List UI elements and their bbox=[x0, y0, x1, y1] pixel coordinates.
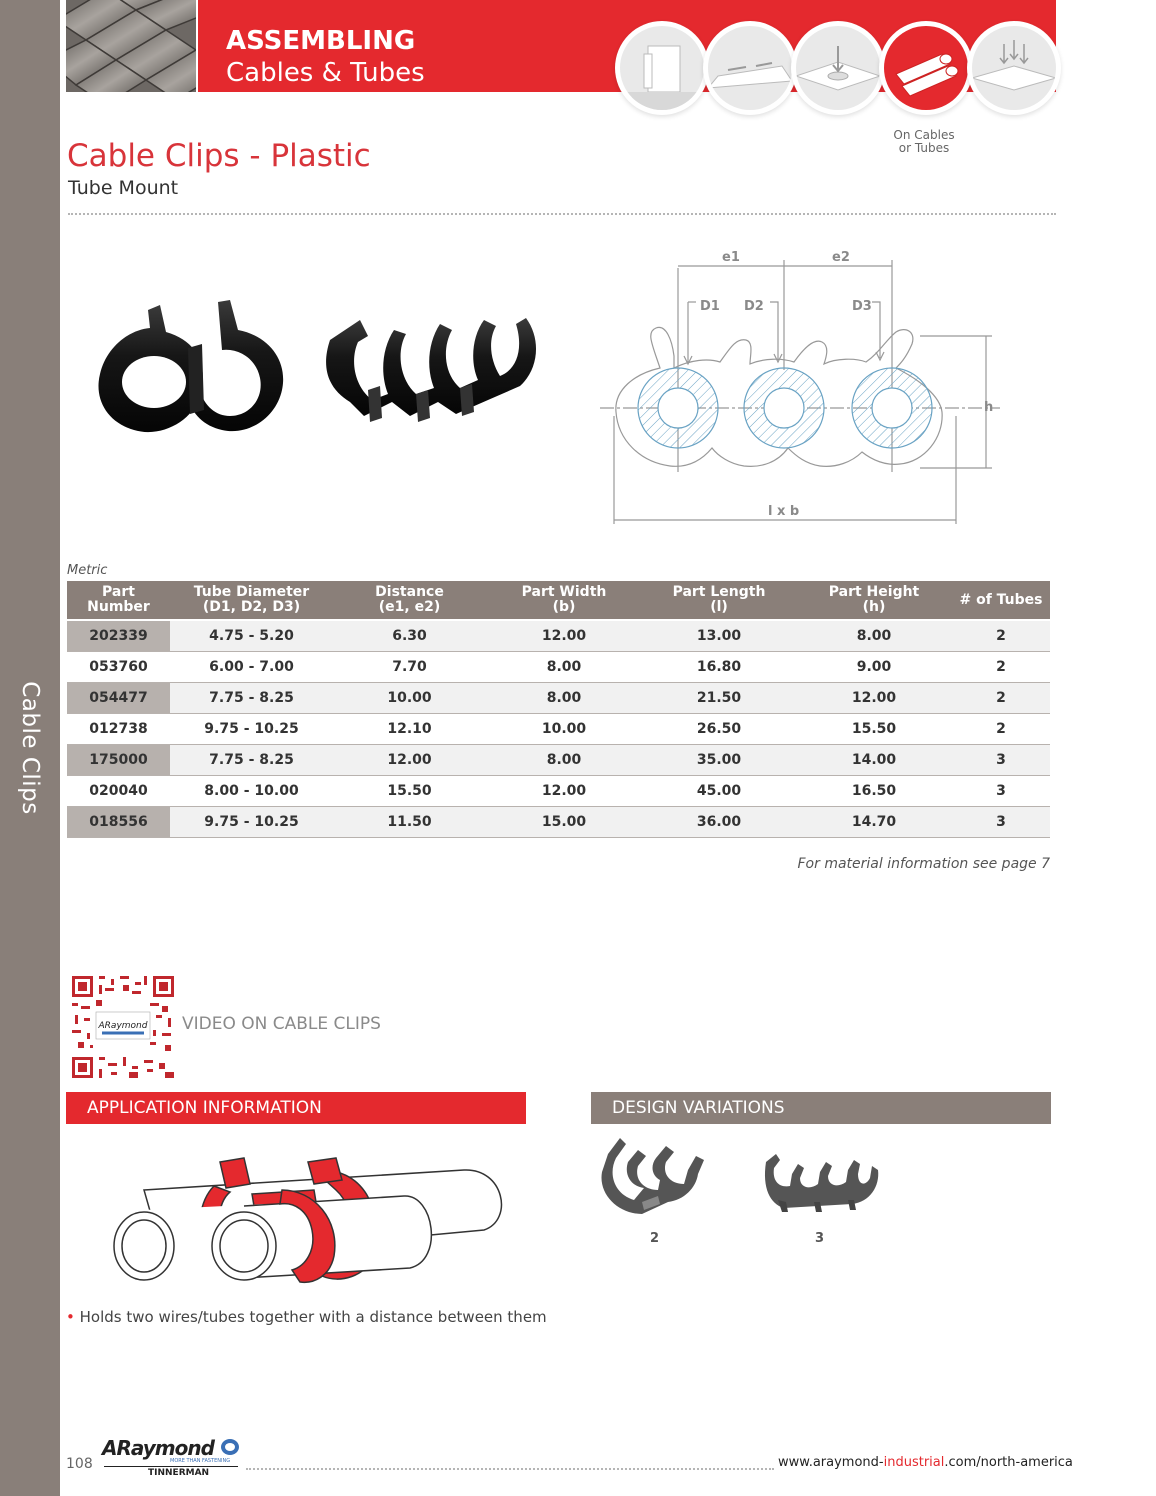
bullet-dot: • bbox=[66, 1308, 75, 1326]
table-row bbox=[67, 745, 1050, 776]
cell-part-number: 054477 bbox=[67, 683, 170, 714]
variant-3-label: 3 bbox=[815, 1231, 825, 1246]
header-tube-diameter: Tube Diameter (D1, D2, D3) bbox=[170, 581, 333, 620]
header-title: ASSEMBLING bbox=[226, 26, 416, 56]
label-e1: e1 bbox=[722, 250, 740, 265]
cell: 26.50 bbox=[642, 714, 796, 745]
application-info-heading: APPLICATION INFORMATION bbox=[66, 1092, 526, 1124]
url-suffix: .com/north-america bbox=[944, 1455, 1073, 1470]
table-row bbox=[67, 683, 1050, 714]
logo-tagline: MORE THAN FASTENING bbox=[170, 1458, 231, 1464]
cell: 14.00 bbox=[796, 745, 952, 776]
cell: 7.75 - 8.25 bbox=[170, 745, 333, 776]
application-bullet bbox=[66, 1308, 547, 1326]
label-d2: D2 bbox=[744, 299, 764, 314]
press-icon bbox=[972, 26, 1056, 110]
cell: 21.50 bbox=[642, 683, 796, 714]
cell: 3 bbox=[952, 745, 1050, 776]
cell: 14.70 bbox=[796, 807, 952, 838]
two-tube-clip-photo bbox=[98, 300, 283, 432]
page-title: Cable Clips - Plastic bbox=[67, 138, 371, 174]
surface-icon bbox=[708, 26, 792, 110]
cell: 36.00 bbox=[642, 807, 796, 838]
qr-logo-text: ARaymond bbox=[98, 1020, 148, 1031]
label-d1: D1 bbox=[700, 299, 720, 314]
logo-rule bbox=[104, 1466, 238, 1467]
url-prefix: www.araymond- bbox=[778, 1455, 884, 1470]
sub-brand: TINNERMAN bbox=[148, 1468, 210, 1478]
cell: 12.10 bbox=[333, 714, 486, 745]
cell: 12.00 bbox=[796, 683, 952, 714]
table-header-row bbox=[67, 581, 1050, 620]
cell: 3 bbox=[952, 776, 1050, 807]
bullet-text: Holds two wires/tubes together with a distance between them bbox=[79, 1308, 547, 1326]
technical-drawing bbox=[600, 240, 1010, 530]
cables-tubes-icon bbox=[884, 26, 968, 110]
three-tube-clip-photo bbox=[326, 318, 536, 422]
cell: 2 bbox=[952, 683, 1050, 714]
table-row bbox=[67, 714, 1050, 745]
header-subtitle: Cables & Tubes bbox=[226, 58, 425, 88]
cell: 7.70 bbox=[333, 652, 486, 683]
cell: 11.50 bbox=[333, 807, 486, 838]
video-link[interactable]: VIDEO ON CABLE CLIPS bbox=[182, 1014, 381, 1034]
variant-2-label: 2 bbox=[650, 1231, 660, 1246]
hole-icon bbox=[796, 26, 880, 110]
table-row bbox=[67, 776, 1050, 807]
application-illustration bbox=[104, 1150, 514, 1290]
spec-table bbox=[67, 581, 1050, 838]
table-row bbox=[67, 652, 1050, 683]
cell: 15.50 bbox=[796, 714, 952, 745]
cell: 16.80 bbox=[642, 652, 796, 683]
unit-label: Metric bbox=[67, 563, 108, 578]
cell: 15.50 bbox=[333, 776, 486, 807]
label-e2: e2 bbox=[832, 250, 850, 265]
table-row bbox=[67, 620, 1050, 652]
cell: 12.00 bbox=[486, 776, 642, 807]
cell-part-number: 012738 bbox=[67, 714, 170, 745]
cell-part-number: 202339 bbox=[67, 620, 170, 652]
cell-part-number: 018556 bbox=[67, 807, 170, 838]
caption-line-1: On Cables bbox=[893, 128, 955, 142]
header-num-tubes: # of Tubes bbox=[952, 581, 1050, 620]
cell: 4.75 - 5.20 bbox=[170, 620, 333, 652]
url-highlight: industrial bbox=[883, 1455, 945, 1470]
footer-url[interactable] bbox=[778, 1455, 1073, 1470]
cell: 16.50 bbox=[796, 776, 952, 807]
material-note: For material information see page 7 bbox=[797, 856, 1050, 872]
cell: 12.00 bbox=[486, 620, 642, 652]
logo-badge-icon bbox=[220, 1438, 240, 1456]
variant-2-illustration bbox=[594, 1130, 724, 1220]
cell: 10.00 bbox=[486, 714, 642, 745]
cell: 12.00 bbox=[333, 745, 486, 776]
logo-text: ARaymond bbox=[102, 1436, 214, 1460]
cell: 6.00 - 7.00 bbox=[170, 652, 333, 683]
cell-part-number: 175000 bbox=[67, 745, 170, 776]
header-photo bbox=[66, 0, 196, 92]
page-number: 108 bbox=[66, 1456, 93, 1472]
cell: 8.00 bbox=[486, 652, 642, 683]
header-distance: Distance (e1, e2) bbox=[333, 581, 486, 620]
cell: 6.30 bbox=[333, 620, 486, 652]
cell: 7.75 - 8.25 bbox=[170, 683, 333, 714]
variant-3-illustration bbox=[762, 1146, 882, 1216]
cell: 35.00 bbox=[642, 745, 796, 776]
cell: 8.00 - 10.00 bbox=[170, 776, 333, 807]
cell-part-number: 020040 bbox=[67, 776, 170, 807]
cell: 2 bbox=[952, 652, 1050, 683]
cell: 9.75 - 10.25 bbox=[170, 714, 333, 745]
title-divider bbox=[68, 213, 1056, 215]
cell: 2 bbox=[952, 714, 1050, 745]
cell: 13.00 bbox=[642, 620, 796, 652]
label-lxb: l x b bbox=[768, 504, 800, 519]
cell: 15.00 bbox=[486, 807, 642, 838]
active-icon-caption bbox=[866, 129, 982, 155]
design-variations-heading: DESIGN VARIATIONS bbox=[591, 1092, 1051, 1124]
label-d3: D3 bbox=[852, 299, 872, 314]
header-part-number: Part Number bbox=[67, 581, 170, 620]
side-tab-label: Cable Clips bbox=[17, 681, 43, 815]
video-qr-code[interactable] bbox=[72, 976, 174, 1078]
table-row bbox=[67, 807, 1050, 838]
header-part-height: Part Height (h) bbox=[796, 581, 952, 620]
header-part-length: Part Length (l) bbox=[642, 581, 796, 620]
panel-icon bbox=[620, 26, 704, 110]
cell: 10.00 bbox=[333, 683, 486, 714]
cell: 8.00 bbox=[486, 745, 642, 776]
page-subtitle: Tube Mount bbox=[68, 177, 179, 199]
product-photo bbox=[88, 290, 558, 450]
araymond-logo bbox=[100, 1436, 250, 1486]
cell: 8.00 bbox=[796, 620, 952, 652]
cell: 8.00 bbox=[486, 683, 642, 714]
cell: 3 bbox=[952, 807, 1050, 838]
cell: 2 bbox=[952, 620, 1050, 652]
label-h: h bbox=[984, 400, 994, 415]
header-part-width: Part Width (b) bbox=[486, 581, 642, 620]
footer-divider bbox=[246, 1468, 774, 1470]
cell-part-number: 053760 bbox=[67, 652, 170, 683]
cell: 9.00 bbox=[796, 652, 952, 683]
cell: 9.75 - 10.25 bbox=[170, 807, 333, 838]
caption-line-2: or Tubes bbox=[898, 141, 950, 155]
cell: 45.00 bbox=[642, 776, 796, 807]
